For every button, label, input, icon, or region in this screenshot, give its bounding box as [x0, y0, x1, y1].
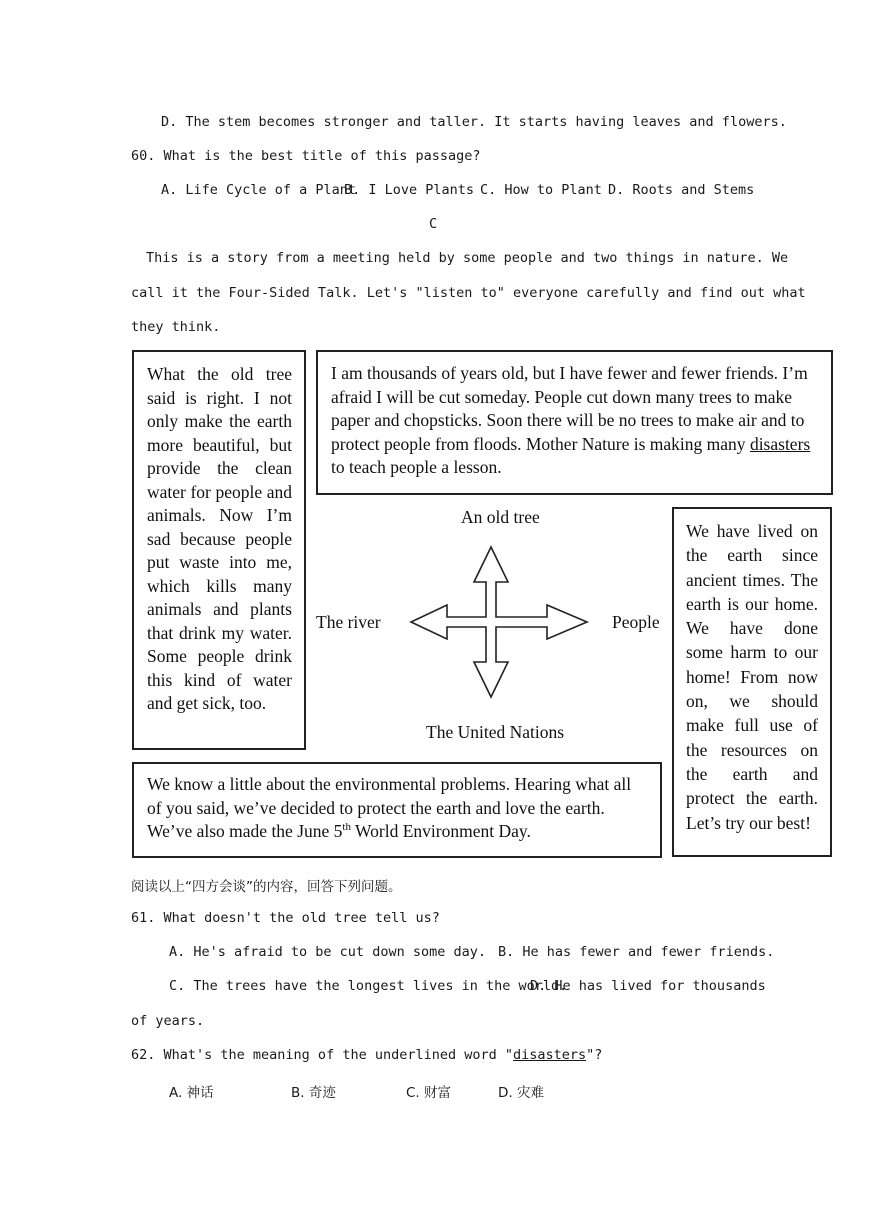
label-river: The river: [316, 612, 381, 632]
un-speech-box: [132, 762, 662, 858]
disasters-underlined-word: disasters: [749, 433, 811, 454]
label-people: People: [612, 612, 660, 632]
tree-speech-text-2: to teach people a lesson.: [331, 457, 502, 477]
q62-underlined-word: disasters: [513, 1047, 587, 1063]
q60-option-c: C. How to Plant: [480, 182, 602, 198]
q62-question-suffix: "?: [586, 1047, 603, 1063]
q62-option-d: D. 灾难: [498, 1085, 544, 1101]
intro-line-2: call it the Four-Sided Talk. Let's "listen to" everyone carefully and find out what: [131, 285, 806, 301]
four-direction-arrows: [400, 540, 600, 705]
q61-question: 61. What doesn't the old tree tell us?: [131, 910, 440, 926]
q62-option-a: A. 神话: [169, 1085, 214, 1101]
people-speech-box: [672, 507, 832, 857]
un-superscript: th: [342, 821, 351, 834]
tree-speech-box: [316, 350, 833, 495]
q62-option-c: C. 财富: [406, 1085, 452, 1101]
intro-line-3: they think.: [131, 319, 221, 335]
q61-option-d: D. He has lived for thousands: [530, 978, 766, 994]
label-old-tree: An old tree: [461, 507, 540, 527]
q61-option-c: C. The trees have the longest lives in the world.: [169, 978, 568, 994]
river-speech-text: What the old tree said is right. I not only make the earth more beautiful, but provide the clean water for people and animals. Now I’m sad because people put waste into me, which kills many animals and plants that drink my water. Some people drink this kind of water and get sick, too.: [147, 364, 292, 713]
intro-line-1: This is a story from a meeting held by some people and two things in nature. We: [146, 250, 789, 266]
q60-option-d: D. Roots and Stems: [608, 182, 755, 198]
q61-option-d-continued: of years.: [131, 1013, 205, 1029]
people-speech-text: We have lived on the earth since ancient times. The earth is our home. We have done some harm to our home! From now on, we should make full use of the resources on the earth and protect the earth. Let’s try our best!: [686, 521, 818, 833]
tree-speech-text-1: I am thousands of years old, but I have fewer and fewer friends. I’m afraid I will be cut someday. People cut down many trees to make paper and chopsticks. Soon there will be no trees to make air and to protect people from floods. Mother Nature is making many: [331, 363, 808, 454]
q62-option-b: B. 奇迹: [291, 1085, 336, 1101]
q59-option-d: D. The stem becomes stronger and taller. It starts having leaves and flowers.: [161, 114, 787, 130]
q62-question: [131, 1047, 602, 1063]
un-speech-text-1: We know a little about the environmental problems. Hearing what all of you said, we’ve decided to protect the earth and love the earth. We’ve also made the June 5: [147, 774, 632, 841]
q61-option-a: A. He's afraid to be cut down some day.: [169, 944, 486, 960]
q60-option-a: A. Life Cycle of a Plant: [161, 182, 357, 198]
section-letter: C: [429, 216, 438, 232]
q61-option-b: B. He has fewer and fewer friends.: [498, 944, 775, 960]
river-speech-box: [132, 350, 306, 750]
label-united-nations: The United Nations: [426, 722, 565, 742]
q60-option-b: B. I Love Plants: [344, 182, 475, 198]
un-speech-text-2: World Environment Day.: [350, 821, 531, 841]
q62-question-prefix: 62. What's the meaning of the underlined word ": [131, 1047, 514, 1063]
chinese-instruction: 阅读以上“四方会谈”的内容，回答下列问题。: [131, 879, 402, 895]
q60-question: 60. What is the best title of this passage?: [131, 148, 481, 164]
